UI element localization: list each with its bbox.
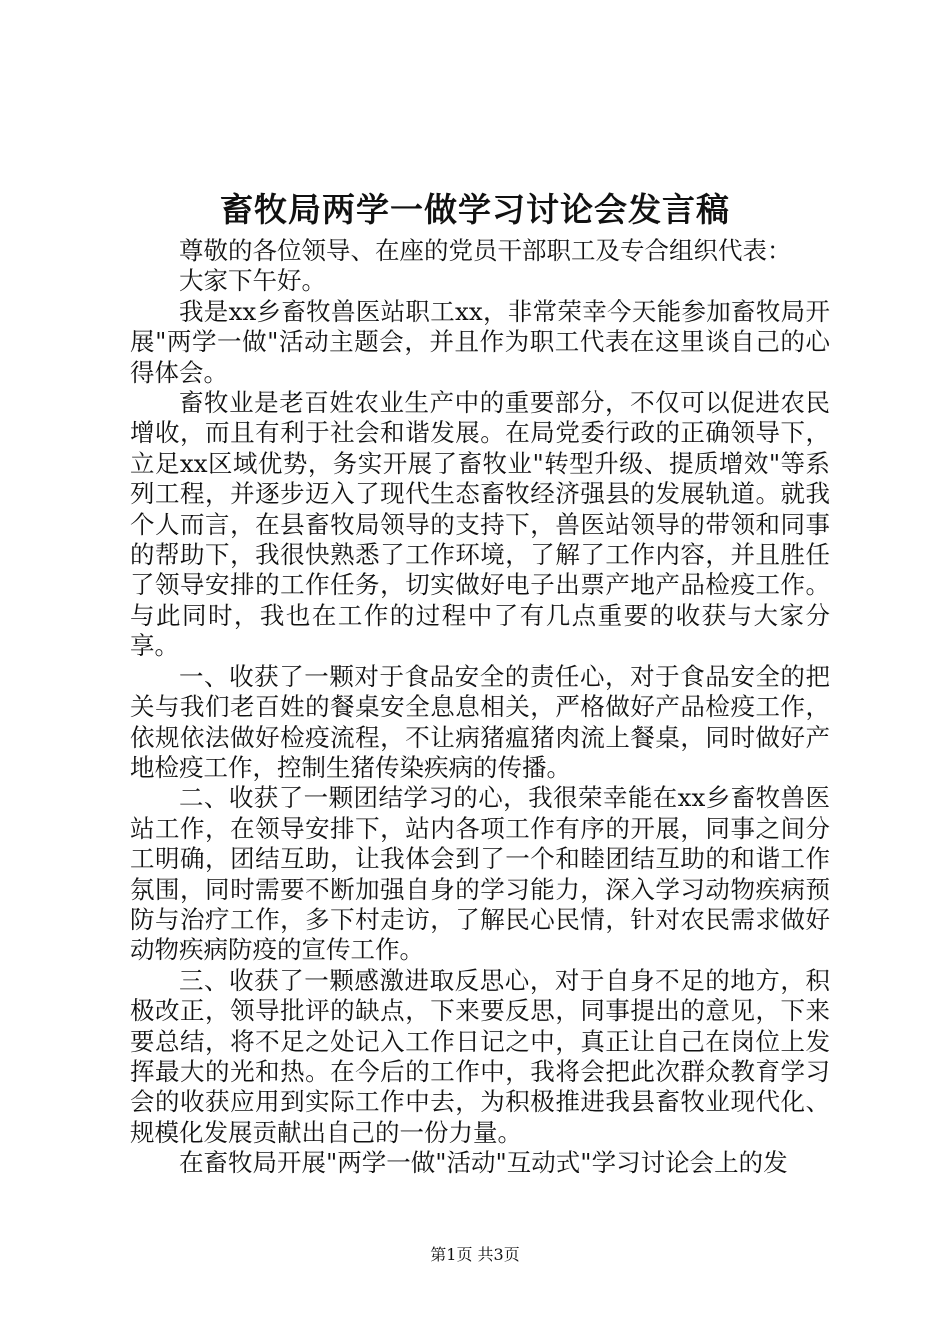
point-one-paragraph: 一、收获了一颗对于食品安全的责任心，对于食品安全的把关与我们老百姓的餐桌安全息息相关，严格做好产品检疫工作，依规依法做好检疫流程，不让病猪瘟猪肉流上餐桌，同时做好产地检疫工作，控制生猪传染疾病的传播。 bbox=[130, 661, 830, 782]
greeting-paragraph: 大家下午好。 bbox=[179, 266, 326, 296]
document-title: 畜牧局两学一做学习讨论会发言稿 bbox=[220, 190, 730, 229]
closing-paragraph: 在畜牧局开展"两学一做"活动"互动式"学习讨论会上的发 bbox=[179, 1148, 788, 1178]
document-body bbox=[130, 236, 830, 1179]
point-three-paragraph: 三、收获了一颗感激进取反思心，对于自身不足的地方，积极改正，领导批评的缺点，下来要反思，同事提出的意见，下来要总结，将不足之处记入工作日记之中，真正让自己在岗位上发挥最大的光和热。在今后的工作中，我将会把此次群众教育学习会的收获应用到实际工作中去，为积极推进我县畜牧业现代化、规模化发展贡献出自己的一份力量。 bbox=[130, 965, 830, 1147]
intro-paragraph: 我是xx乡畜牧兽医站职工xx，非常荣幸今天能参加畜牧局开展"两学一做"活动主题会，并且作为职工代表在这里谈自己的心得体会。 bbox=[130, 296, 830, 387]
salutation-paragraph: 尊敬的各位领导、在座的党员干部职工及专合组织代表： bbox=[179, 236, 792, 265]
point-two-paragraph: 二、收获了一颗团结学习的心，我很荣幸能在xx乡畜牧兽医站工作，在领导安排下，站内各项工作有序的开展，同事之间分工明确，团结互助，让我体会到了一个和睦团结互助的和谐工作氛围，同时需要不断加强自身的学习能力，深入学习动物疾病预防与治疗工作，多下村走访，了解民心民情，针对农民需求做好动物疾病防疫的宣传工作。 bbox=[130, 783, 830, 965]
page-number-footer: 第1页 共3页 bbox=[430, 1245, 520, 1264]
background-paragraph: 畜牧业是老百姓农业生产中的重要部分，不仅可以促进农民增收，而且有利于社会和谐发展。在局党委行政的正确领导下，立足xx区域优势，务实开展了畜牧业"转型升级、提质增效"等系列工程，并逐步迈入了现代生态畜牧经济强县的发展轨道。就我个人而言，在县畜牧局领导的支持下，兽医站领导的带领和同事的帮助下，我很快熟悉了工作环境，了解了工作内容，并且胜任了领导安排的工作任务，切实做好电子出票产地产品检疫工作。与此同时，我也在工作的过程中了有几点重要的收获与大家分享。 bbox=[130, 388, 830, 661]
